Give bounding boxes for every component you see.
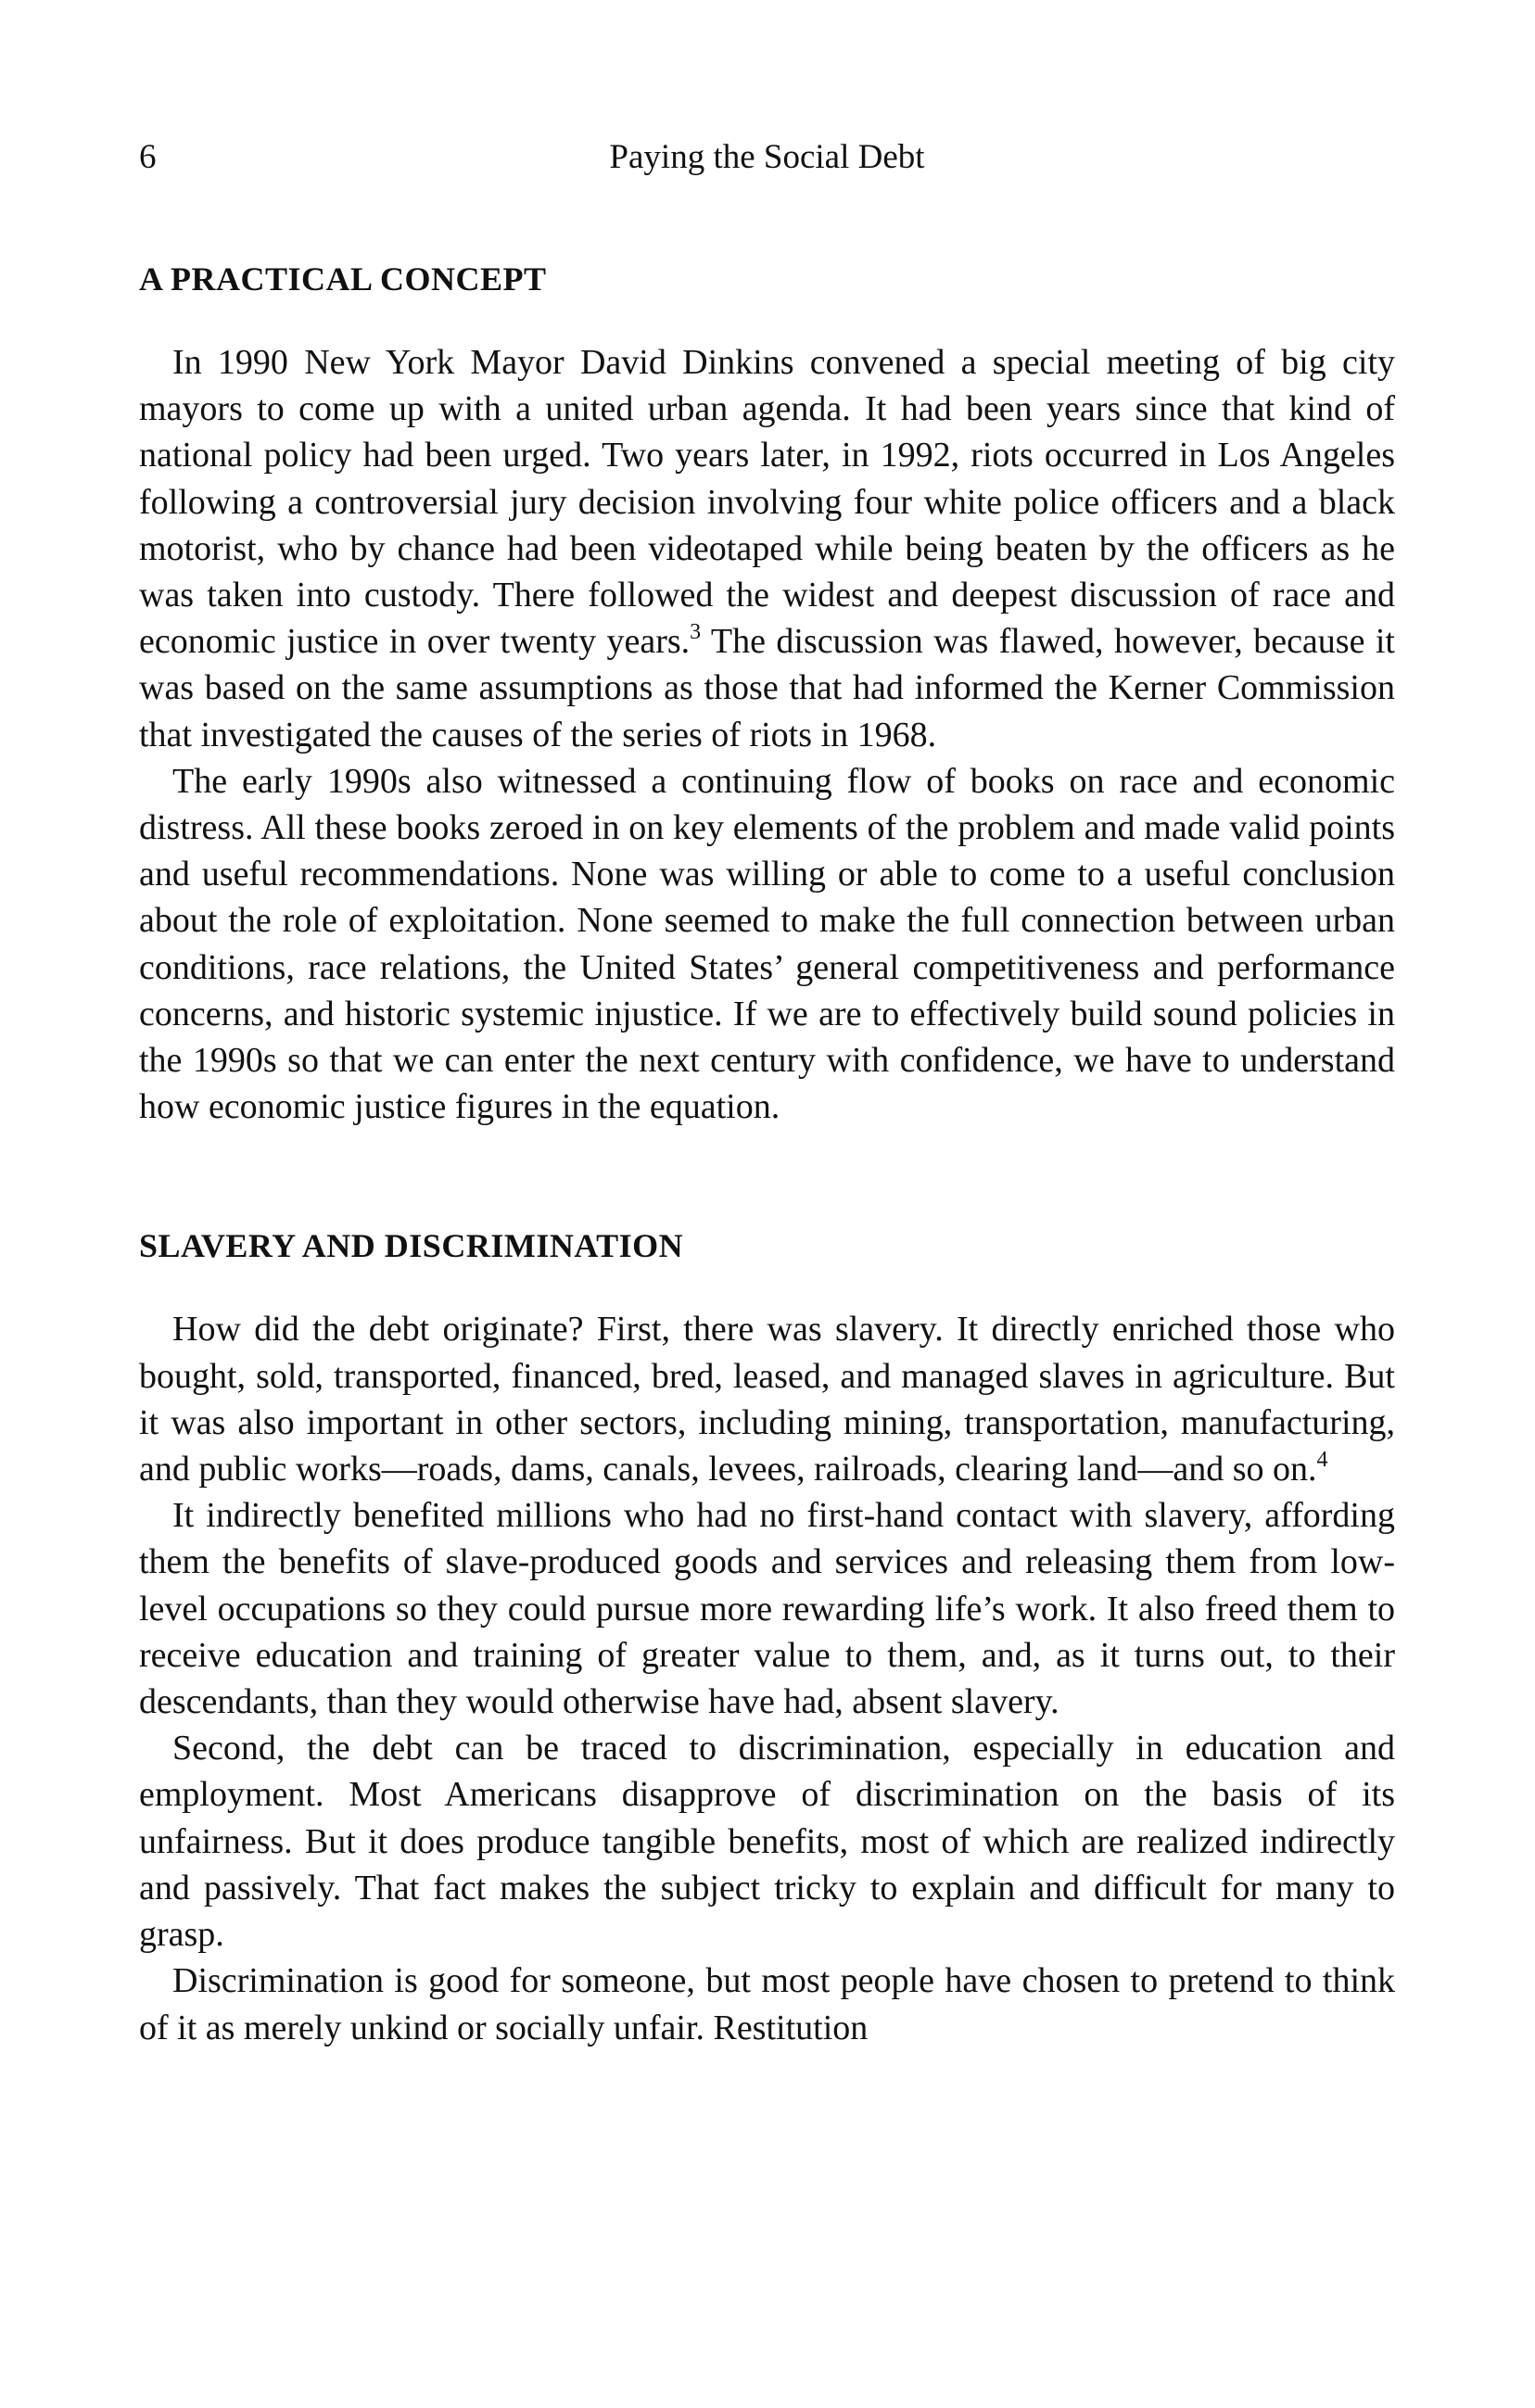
paragraph-text: How did the debt originate? First, there was slavery. It directly enriched those who bought, sold, transported, financed, bred, leased, and managed slaves in agriculture. But it was also important in other sectors, including mining, transportation, manufacturing, and public works—roads, dams, canals, levees, railroads, clearing land—and so on. bbox=[139, 1310, 1395, 1489]
section-heading-practical-concept: A PRACTICAL CONCEPT bbox=[139, 260, 547, 298]
paragraph: The early 1990s also witnessed a continuing flow of books on race and economic distress. All these books zeroed in on key elements of the problem and made valid points and useful recommendations. None was willing or able to come to a useful conclusion about the role of exploitation. None seemed to make the full connection between urban conditions, race relations, the United States’ general competitiveness and performance concerns, and historic systemic injustice. If we are to effectively build sound policies in the 1990s so that we can enter the next century with confidence, we have to understand how economic justice figures in the equation. bbox=[139, 761, 1395, 1127]
running-head bbox=[139, 130, 1395, 185]
running-head-title: Paying the Social Debt bbox=[609, 138, 925, 176]
section-body-practical-concept bbox=[139, 339, 1395, 1130]
footnote-marker: 3 bbox=[690, 620, 702, 645]
paragraph: Discrimination is good for someone, but most people have chosen to pretend to think of it as merely unkind or socially unfair. Restitution bbox=[139, 1961, 1395, 2047]
paragraph-text-continued: The discussion was flawed, however, because it was based on the same assumptions as those that had informed the Kerner Commission that investigated the causes of the series of riots in 1968. bbox=[139, 622, 1395, 754]
paragraph-text: In 1990 New York Mayor David Dinkins convened a special meeting of big city mayors to come up with a united urban agenda. It had been years since that kind of national policy had been urged. Two years later, in 1992, riots occurred in Los Angeles following a controversial jury decision involving four white police officers and a black motorist, who by chance had been videotaped while being beaten by the officers as he was taken into custody. There followed the widest and deepest discussion of race and economic justice in over twenty years. bbox=[139, 343, 1395, 662]
paragraph bbox=[139, 339, 1395, 758]
page-number: 6 bbox=[139, 138, 157, 176]
book-page bbox=[139, 130, 1395, 2051]
section-heading-slavery-and-discrimination: SLAVERY AND DISCRIMINATION bbox=[139, 1227, 684, 1265]
paragraph: It indirectly benefited millions who had no first-hand contact with slavery, affording them the benefits of slave-produced goods and services and releasing them from low-level occupations so they could pursue more rewarding life’s work. It also freed them to receive education and training of greater value to them, and, as it turns out, to their descendants, than they would otherwise have had, absent slavery. bbox=[139, 1496, 1395, 1722]
paragraph bbox=[139, 1306, 1395, 1492]
footnote-marker: 4 bbox=[1316, 1448, 1328, 1473]
paragraph: Second, the debt can be traced to discrimination, especially in education and employment. Most Americans disapprove of discrimination on the basis of its unfairness. But it does produce tangible benefits, most of which are realized indirectly and passively. That fact makes the subject tricky to explain and difficult for many to grasp. bbox=[139, 1729, 1395, 1955]
section-body-slavery-and-discrimination bbox=[139, 1306, 1395, 2050]
